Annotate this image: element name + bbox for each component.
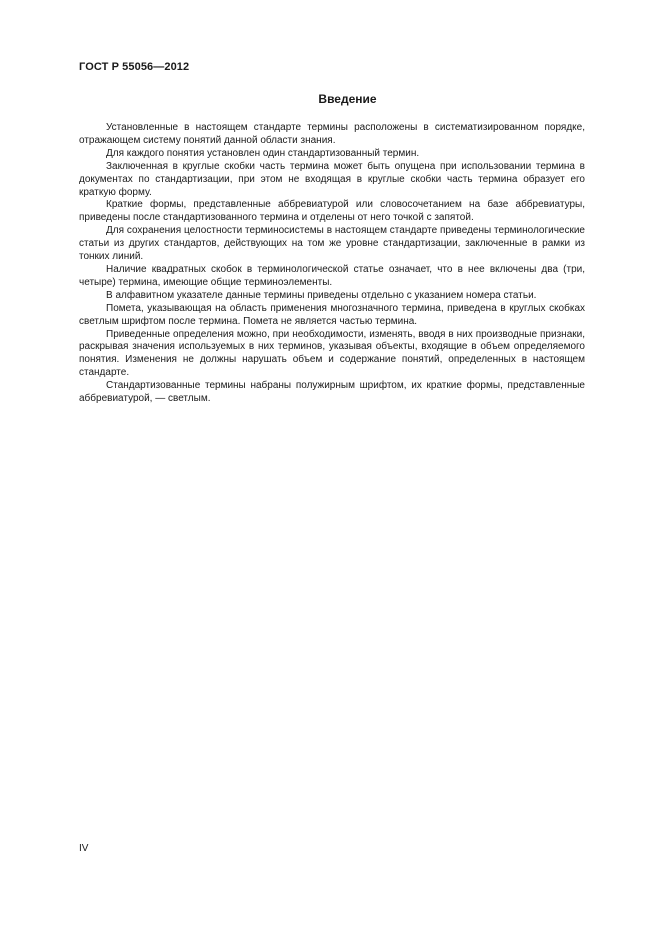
paragraph: Краткие формы, представленные аббревиатурой или словосочетанием на базе аббревиатуры, приведены после стандартизованного термина и отделены от него точкой с запятой. — [79, 199, 585, 224]
paragraph: Для каждого понятия установлен один стандартизованный термин. — [106, 147, 420, 159]
paragraph: Заключенная в круглые скобки часть термина может быть опущена при использовании термина в документах по стандартизации, при этом не входящая в круглые скобки часть термина образует его краткую форму. — [79, 160, 585, 198]
introduction-body — [79, 122, 585, 406]
paragraph: Приведенные определения можно, при необходимости, изменять, вводя в них производные признаки, раскрывая значения используемых в них терминов, указывая объекты, входящие в объем определяемого понятия. Изменения не должны нарушать объем и содержание понятий, определенных в настоящем стандарте. — [79, 328, 585, 379]
document-number: ГОСТ Р 55056—2012 — [79, 61, 190, 73]
paragraph: Помета, указывающая на область применения многозначного термина, приведена в круглых скобках светлым шрифтом после термина. Помета не является частью термина. — [79, 302, 585, 327]
paragraph: Установленные в настоящем стандарте термины расположены в систематизированном порядке, отражающем систему понятий данной области знания. — [79, 122, 585, 146]
page-number: IV — [79, 843, 89, 854]
paragraph: Стандартизованные термины набраны полужирным шрифтом, их краткие формы, представленные аббревиатурой, — светлым. — [79, 380, 585, 405]
paragraph: В алфавитном указателе данные термины приведены отдельно с указанием номера статьи. — [106, 289, 537, 301]
section-title: Введение — [318, 92, 377, 106]
paragraph: Для сохранения целостности терминосистемы в настоящем стандарте приведены терминологические статьи из других стандартов, действующих на том же уровне стандартизации, заключенные в рамки из тонких линий. — [79, 225, 585, 263]
paragraph: Наличие квадратных скобок в терминологической статье означает, что в нее включены два (три, четыре) термина, имеющие общие терминоэлементы. — [79, 263, 585, 288]
